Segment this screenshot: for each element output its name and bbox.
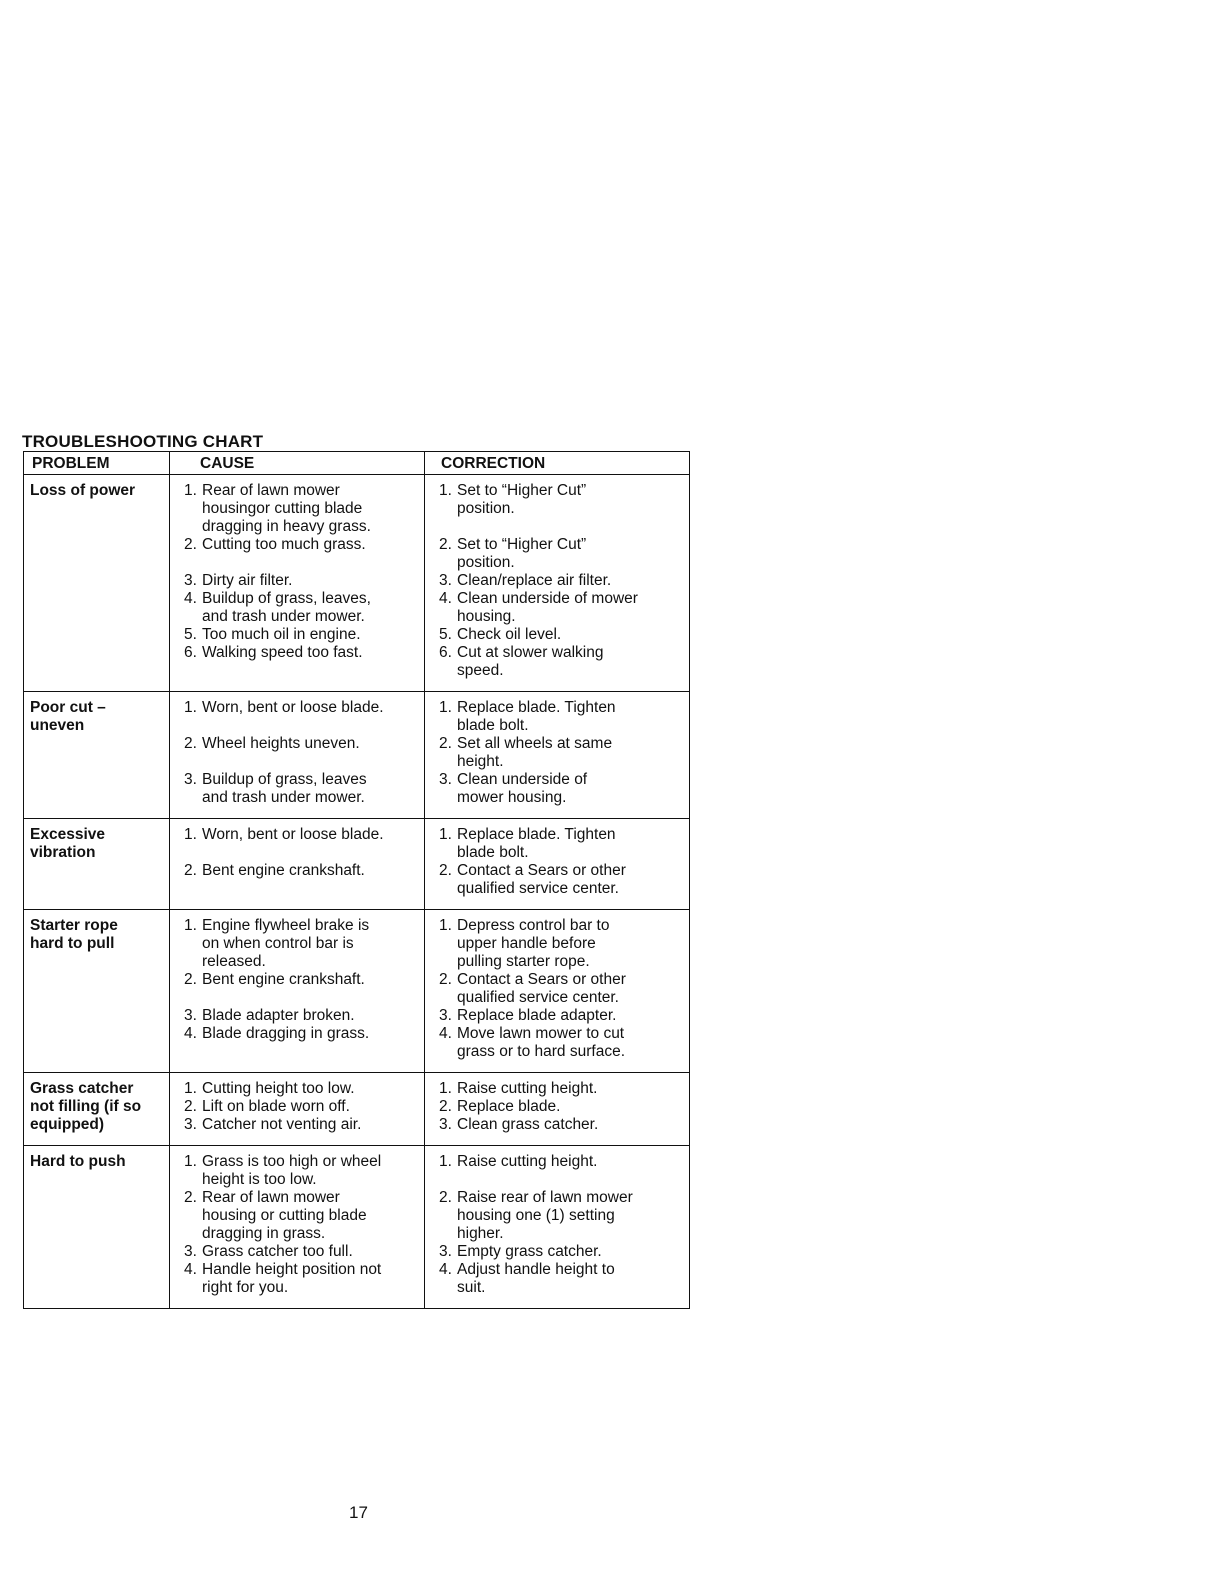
correction-cell xyxy=(425,910,690,1073)
problem-text: Grass catcher not filling (if so equipped) xyxy=(30,1080,142,1133)
cause-item: 4. Buildup of grass, leaves, and trash under mower. xyxy=(184,590,371,625)
correction-item: 1. Replace blade. Tighten blade bolt. xyxy=(439,826,616,861)
problem-text: Starter rope hard to pull xyxy=(30,917,118,952)
cause-item: 4. Blade dragging in grass. xyxy=(184,1025,370,1042)
cause-item: 3. Blade adapter broken. xyxy=(184,1007,355,1024)
cause-cell xyxy=(170,910,425,1073)
cause-cell xyxy=(170,819,425,910)
cause-item: 2. Lift on blade worn off. xyxy=(184,1098,350,1115)
problem-text: Excessive vibration xyxy=(30,826,105,861)
correction-item: 1. Replace blade. Tighten blade bolt. xyxy=(439,699,616,734)
correction-item: 2. Replace blade. xyxy=(439,1098,561,1115)
cause-cell xyxy=(170,1073,425,1146)
problem-cell xyxy=(24,1073,170,1146)
correction-cell xyxy=(425,1146,690,1309)
correction-item: 1. Raise cutting height. xyxy=(439,1080,598,1097)
problem-cell xyxy=(24,819,170,910)
problem-cell xyxy=(24,692,170,819)
cause-item: 1. Worn, bent or loose blade. xyxy=(184,699,384,716)
cause-item: 2. Rear of lawn mower housing or cutting blade dragging in grass. xyxy=(184,1189,367,1242)
chart-title: TROUBLESHOOTING CHART xyxy=(22,432,264,451)
correction-item: 4. Move lawn mower to cut grass or to hard surface. xyxy=(439,1025,625,1060)
correction-item: 3. Clean underside of mower housing. xyxy=(439,771,588,806)
problem-cell xyxy=(24,910,170,1073)
cause-item: 5. Too much oil in engine. xyxy=(184,626,361,643)
cause-cell xyxy=(170,1146,425,1309)
correction-item: 2. Set to “Higher Cut” position. xyxy=(439,536,587,571)
correction-item: 2. Raise rear of lawn mower housing one (1) setting higher. xyxy=(439,1189,633,1242)
correction-item: 4. Clean underside of mower housing. xyxy=(439,590,638,625)
correction-cell xyxy=(425,819,690,910)
correction-item: 3. Clean/replace air filter. xyxy=(439,572,612,589)
correction-item: 2. Contact a Sears or other qualified service center. xyxy=(439,971,626,1006)
header-row xyxy=(24,452,690,475)
cause-cell xyxy=(170,692,425,819)
correction-item: 4. Adjust handle height to suit. xyxy=(439,1261,615,1296)
cause-item: 1. Cutting height too low. xyxy=(184,1080,355,1097)
cause-item: 3. Catcher not venting air. xyxy=(184,1116,362,1133)
cause-item: 3. Grass catcher too full. xyxy=(184,1243,353,1260)
cause-item: 3. Buildup of grass, leaves and trash under mower. xyxy=(184,771,367,806)
cause-cell xyxy=(170,475,425,692)
cause-item: 2. Cutting too much grass. xyxy=(184,536,366,553)
table-row xyxy=(24,475,690,692)
troubleshooting-table xyxy=(23,451,690,1309)
correction-item: 5. Check oil level. xyxy=(439,626,562,643)
cause-item: 6. Walking speed too fast. xyxy=(184,644,363,661)
cause-item: 2. Wheel heights uneven. xyxy=(184,735,360,752)
cause-item: 1. Engine flywheel brake is on when control bar is released. xyxy=(184,917,370,970)
cause-item: 2. Bent engine crankshaft. xyxy=(184,862,365,879)
problem-text: Loss of power xyxy=(30,482,136,499)
cause-item: 4. Handle height position not right for you. xyxy=(184,1261,382,1296)
correction-cell xyxy=(425,692,690,819)
problem-cell xyxy=(24,475,170,692)
correction-item: 3. Clean grass catcher. xyxy=(439,1116,599,1133)
correction-item: 3. Empty grass catcher. xyxy=(439,1243,602,1260)
problem-cell xyxy=(24,1146,170,1309)
header-cause: CAUSE xyxy=(170,452,425,475)
cause-item: 2. Bent engine crankshaft. xyxy=(184,971,365,988)
correction-item: 1. Depress control bar to upper handle before pulling starter rope. xyxy=(439,917,610,970)
cause-item: 1. Grass is too high or wheel height is too low. xyxy=(184,1153,382,1188)
table-row xyxy=(24,910,690,1073)
correction-cell xyxy=(425,475,690,692)
page-number: 17 xyxy=(349,1503,368,1522)
correction-item: 1. Set to “Higher Cut” position. xyxy=(439,482,587,517)
table-row xyxy=(24,1073,690,1146)
correction-item: 1. Raise cutting height. xyxy=(439,1153,598,1170)
correction-item: 6. Cut at slower walking speed. xyxy=(439,644,604,679)
header-problem: PROBLEM xyxy=(24,452,170,475)
cause-item: 1. Worn, bent or loose blade. xyxy=(184,826,384,843)
correction-item: 2. Set all wheels at same height. xyxy=(439,735,613,770)
cause-item: 3. Dirty air filter. xyxy=(184,572,293,589)
table-row xyxy=(24,819,690,910)
problem-text: Poor cut – uneven xyxy=(30,699,106,734)
table-row xyxy=(24,1146,690,1309)
correction-item: 3. Replace blade adapter. xyxy=(439,1007,617,1024)
correction-cell xyxy=(425,1073,690,1146)
problem-text: Hard to push xyxy=(30,1153,126,1170)
cause-item: 1. Rear of lawn mower housingor cutting blade dragging in heavy grass. xyxy=(184,482,371,535)
header-correction: CORRECTION xyxy=(425,452,690,475)
correction-item: 2. Contact a Sears or other qualified service center. xyxy=(439,862,626,897)
table-row xyxy=(24,692,690,819)
